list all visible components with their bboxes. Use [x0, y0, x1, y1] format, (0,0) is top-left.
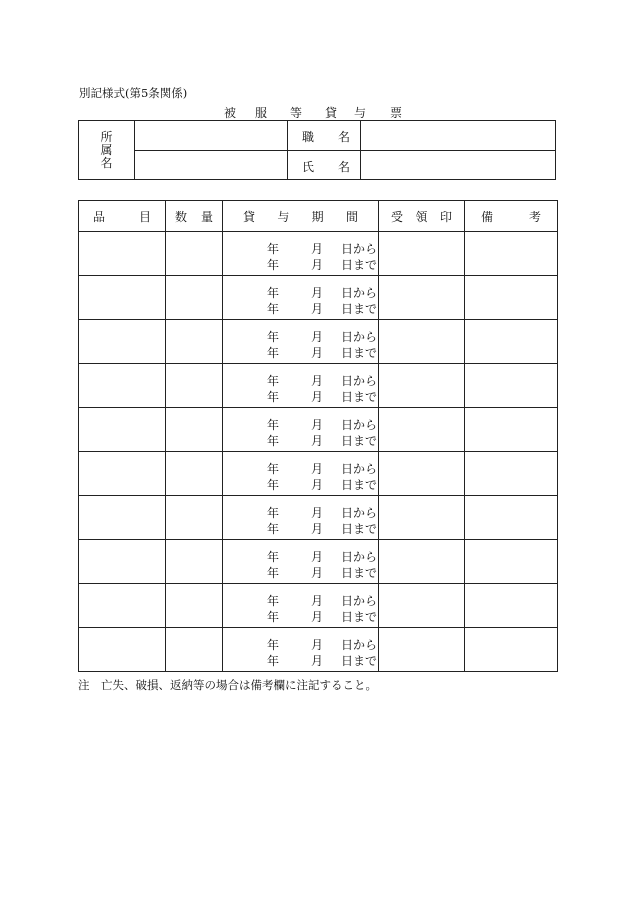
year-label: 年: [267, 390, 280, 404]
title-char: 被: [224, 106, 237, 120]
shimei-label: 氏 名: [302, 160, 351, 174]
qty-cell[interactable]: [166, 584, 223, 628]
table-row: [79, 540, 558, 584]
from-label: 日から: [341, 330, 378, 344]
period-cell[interactable]: [223, 276, 379, 320]
col-receipt: 受 領 印: [379, 201, 465, 232]
item-cell[interactable]: [79, 320, 166, 364]
until-label: 日まで: [341, 346, 378, 360]
shozoku-value-field-2[interactable]: [135, 151, 287, 179]
until-label: 日まで: [341, 478, 378, 492]
until-label: 日まで: [341, 434, 378, 448]
receipt-seal-cell[interactable]: [379, 496, 465, 540]
period-cell[interactable]: [223, 232, 379, 276]
table-row: [79, 408, 558, 452]
year-label: 年: [267, 594, 280, 608]
qty-cell[interactable]: [166, 540, 223, 584]
month-label: 月: [311, 506, 324, 520]
col-item: 品 目: [79, 201, 166, 232]
month-label: 月: [311, 434, 324, 448]
month-label: 月: [311, 418, 324, 432]
qty-cell[interactable]: [166, 364, 223, 408]
period-cell[interactable]: [223, 628, 379, 672]
month-label: 月: [311, 610, 324, 624]
table-row: [79, 452, 558, 496]
col-period: 貸 与 期 間: [223, 201, 379, 232]
year-label: 年: [267, 258, 280, 272]
period-cell[interactable]: [223, 584, 379, 628]
table-row: [79, 628, 558, 672]
until-label: 日まで: [341, 522, 378, 536]
qty-cell[interactable]: [166, 320, 223, 364]
shozoku-label: 所 属 名: [100, 129, 113, 170]
receipt-seal-cell[interactable]: [379, 276, 465, 320]
qty-cell[interactable]: [166, 628, 223, 672]
period-cell[interactable]: [223, 408, 379, 452]
year-label: 年: [267, 506, 280, 520]
period-cell[interactable]: [223, 540, 379, 584]
remarks-cell[interactable]: [465, 232, 558, 276]
year-label: 年: [267, 286, 280, 300]
from-label: 日から: [341, 638, 378, 652]
qty-cell[interactable]: [166, 452, 223, 496]
year-label: 年: [267, 434, 280, 448]
remarks-cell[interactable]: [465, 628, 558, 672]
from-label: 日から: [341, 242, 378, 256]
month-label: 月: [311, 654, 324, 668]
title-char: 票: [390, 106, 403, 120]
remarks-cell[interactable]: [465, 408, 558, 452]
month-label: 月: [311, 258, 324, 272]
month-label: 月: [311, 462, 324, 476]
from-label: 日から: [341, 506, 378, 520]
item-cell[interactable]: [79, 628, 166, 672]
shozoku-value-field[interactable]: [135, 121, 287, 150]
title-char: 与: [354, 106, 367, 120]
qty-cell[interactable]: [166, 408, 223, 452]
receipt-seal-cell[interactable]: [379, 628, 465, 672]
shimei-value-field[interactable]: [361, 151, 555, 179]
until-label: 日まで: [341, 654, 378, 668]
month-label: 月: [311, 478, 324, 492]
from-label: 日から: [341, 286, 378, 300]
item-cell[interactable]: [79, 496, 166, 540]
until-label: 日まで: [341, 302, 378, 316]
month-label: 月: [311, 286, 324, 300]
year-label: 年: [267, 330, 280, 344]
receipt-seal-cell[interactable]: [379, 408, 465, 452]
col-qty: 数 量: [166, 201, 223, 232]
year-label: 年: [267, 418, 280, 432]
period-cell[interactable]: [223, 452, 379, 496]
table-row: [79, 276, 558, 320]
from-label: 日から: [341, 594, 378, 608]
year-label: 年: [267, 550, 280, 564]
form-label: 別記様式(第5条関係): [79, 86, 188, 100]
table-row: [79, 320, 558, 364]
remarks-cell[interactable]: [465, 276, 558, 320]
until-label: 日まで: [341, 390, 378, 404]
shokumei-label: 職 名: [302, 130, 351, 144]
table-row: [79, 364, 558, 408]
receipt-seal-cell[interactable]: [379, 452, 465, 496]
qty-cell[interactable]: [166, 496, 223, 540]
period-cell[interactable]: [223, 496, 379, 540]
col-remarks: 備 考: [465, 201, 558, 232]
year-label: 年: [267, 346, 280, 360]
remarks-cell[interactable]: [465, 496, 558, 540]
month-label: 月: [311, 522, 324, 536]
footnote: 注 亡失、破損、返納等の場合は備考欄に注記すること。: [78, 678, 377, 692]
title-char: 貸: [325, 106, 338, 120]
receipt-seal-cell[interactable]: [379, 320, 465, 364]
year-label: 年: [267, 242, 280, 256]
remarks-cell[interactable]: [465, 540, 558, 584]
remarks-cell[interactable]: [465, 364, 558, 408]
shokumei-value-field[interactable]: [361, 121, 555, 150]
month-label: 月: [311, 374, 324, 388]
qty-cell[interactable]: [166, 276, 223, 320]
remarks-cell[interactable]: [465, 584, 558, 628]
item-cell[interactable]: [79, 540, 166, 584]
remarks-cell[interactable]: [465, 320, 558, 364]
year-label: 年: [267, 610, 280, 624]
loan-table: [78, 200, 558, 672]
year-label: 年: [267, 566, 280, 580]
item-cell[interactable]: [79, 584, 166, 628]
month-label: 月: [311, 390, 324, 404]
receipt-seal-cell[interactable]: [379, 364, 465, 408]
month-label: 月: [311, 242, 324, 256]
period-cell[interactable]: [223, 364, 379, 408]
remarks-cell[interactable]: [465, 452, 558, 496]
item-cell[interactable]: [79, 276, 166, 320]
from-label: 日から: [341, 550, 378, 564]
month-label: 月: [311, 302, 324, 316]
year-label: 年: [267, 478, 280, 492]
item-cell[interactable]: [79, 408, 166, 452]
year-label: 年: [267, 654, 280, 668]
item-cell[interactable]: [79, 364, 166, 408]
year-label: 年: [267, 302, 280, 316]
month-label: 月: [311, 566, 324, 580]
from-label: 日から: [341, 374, 378, 388]
year-label: 年: [267, 638, 280, 652]
header-block: [78, 120, 556, 180]
receipt-seal-cell[interactable]: [379, 584, 465, 628]
until-label: 日まで: [341, 566, 378, 580]
month-label: 月: [311, 638, 324, 652]
item-cell[interactable]: [79, 452, 166, 496]
title-char: 服: [255, 106, 268, 120]
table-row: [79, 232, 558, 276]
year-label: 年: [267, 522, 280, 536]
table-header-row: [79, 201, 558, 232]
table-row: [79, 496, 558, 540]
item-cell[interactable]: [79, 232, 166, 276]
month-label: 月: [311, 550, 324, 564]
qty-cell[interactable]: [166, 232, 223, 276]
month-label: 月: [311, 346, 324, 360]
from-label: 日から: [341, 462, 378, 476]
month-label: 月: [311, 594, 324, 608]
table-row: [79, 584, 558, 628]
year-label: 年: [267, 462, 280, 476]
month-label: 月: [311, 330, 324, 344]
receipt-seal-cell[interactable]: [379, 540, 465, 584]
title-char: 等: [290, 106, 303, 120]
until-label: 日まで: [341, 610, 378, 624]
period-cell[interactable]: [223, 320, 379, 364]
receipt-seal-cell[interactable]: [379, 232, 465, 276]
year-label: 年: [267, 374, 280, 388]
from-label: 日から: [341, 418, 378, 432]
until-label: 日まで: [341, 258, 378, 272]
